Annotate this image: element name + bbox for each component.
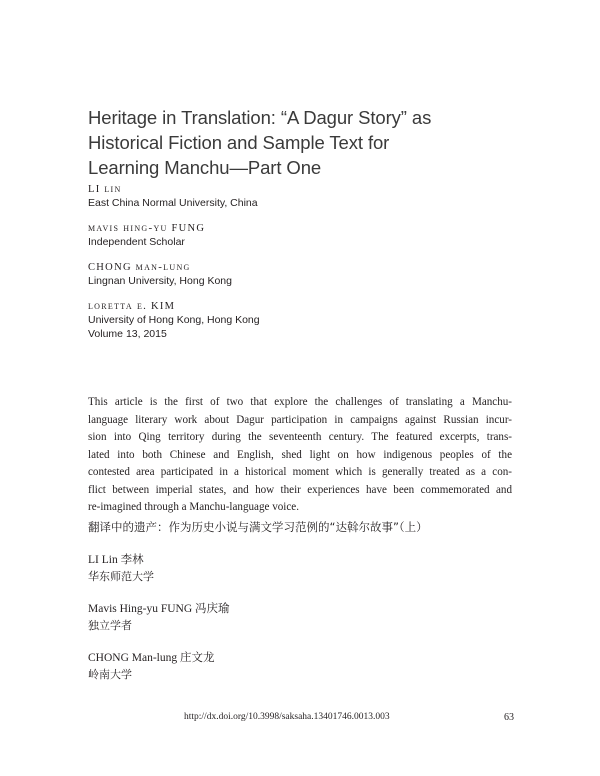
title-line: Learning Manchu—Part One <box>88 157 322 178</box>
author-entry <box>88 183 508 210</box>
chinese-author-affiliation: 独立学者 <box>88 618 132 632</box>
author-given-name: mavis hing-yu <box>88 222 168 234</box>
author-entry <box>88 222 508 249</box>
abstract-line: This article is the first of two that explore the challenges of translating a Manchu- <box>88 396 512 408</box>
author-surname: LI <box>88 184 101 195</box>
author-given-name: man-lung <box>135 261 191 273</box>
abstract-line: re-imagined through a Manchu-language voice. <box>88 501 300 513</box>
page-number: 63 <box>504 712 514 723</box>
author-surname: KIM <box>151 301 176 312</box>
chinese-author-affiliation: 华东师范大学 <box>88 569 154 583</box>
author-name <box>88 222 508 235</box>
volume-info: Volume 13, 2015 <box>88 328 167 340</box>
title-line: Heritage in Translation: “A Dagur Story” as <box>88 107 432 128</box>
abstract-line: sion into Qing territory during the seventeenth century. The featured excerpts, trans- <box>88 431 512 443</box>
abstract-line: lated into both Chinese and English, shed light on how indigenous peoples of the <box>88 448 512 461</box>
chinese-author-entry <box>88 650 230 683</box>
author-name <box>88 183 508 196</box>
chinese-author-name: CHONG Man-lung 庄文龙 <box>88 652 215 664</box>
author-name <box>88 261 508 274</box>
title-line: Historical Fiction and Sample Text for <box>88 132 390 153</box>
abstract-line: language literary work about Dagur participation in campaigns against Russian incur- <box>88 413 512 426</box>
author-given-name: loretta e. <box>88 300 148 312</box>
author-affiliation: Independent Scholar <box>88 236 185 248</box>
doi-link[interactable]: http://dx.doi.org/10.3998/saksaha.13401746.0013.003 <box>184 712 390 722</box>
chinese-author-name: LI Lin 李林 <box>88 554 144 566</box>
author-surname: CHONG <box>88 262 132 273</box>
chinese-author-entry <box>88 552 230 585</box>
author-entry <box>88 300 508 341</box>
author-affiliation: University of Hong Kong, Hong Kong <box>88 314 260 326</box>
author-affiliation: Lingnan University, Hong Kong <box>88 275 232 287</box>
chinese-author-affiliation: 岭南大学 <box>88 667 132 681</box>
author-affiliation: East China Normal University, China <box>88 197 258 209</box>
article-title <box>88 105 468 180</box>
author-name <box>88 300 508 313</box>
abstract <box>88 394 512 517</box>
chinese-author-list <box>88 552 230 699</box>
author-surname: FUNG <box>171 223 206 234</box>
author-list <box>88 183 508 353</box>
abstract-line: flict between imperial states, and how their experiences have been commemorated and <box>88 483 512 496</box>
chinese-author-entry <box>88 601 230 634</box>
author-entry <box>88 261 508 288</box>
chinese-title: 翻译中的遗产：作为历史小说与满文学习范例的“达斡尔故事”（上） <box>88 520 428 534</box>
author-given-name: lin <box>104 183 122 195</box>
chinese-author-name: Mavis Hing-yu FUNG 冯庆瑜 <box>88 603 230 615</box>
abstract-line: contested area participated in a historical moment which is generally treated as a con- <box>88 466 512 478</box>
